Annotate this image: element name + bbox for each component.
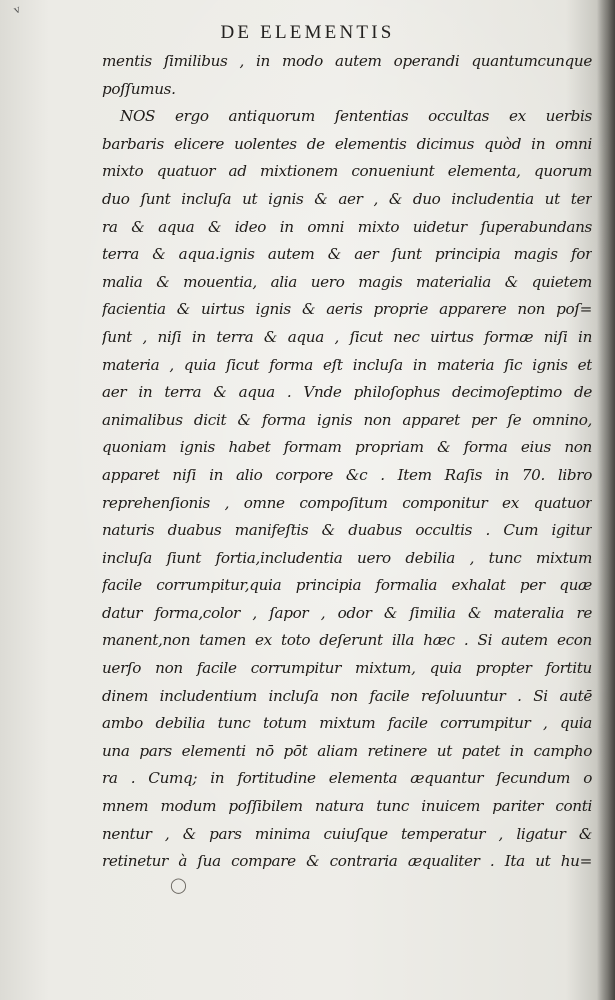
- text-line: NOS ergo antiquorum ſententias occultas ex uerbis: [120, 107, 592, 126]
- text-line: naturis duabus manifeſtis & duabus occultis . Cum igitur: [102, 521, 592, 540]
- text-line: malia & mouentia, alia uero magis materialia & quietem: [102, 272, 592, 291]
- page-spine-shadow: [597, 0, 615, 1000]
- text-line: barbaris elicere uolentes de elementis dicimus quòd in omni: [102, 134, 592, 153]
- text-line: materia , quia ſicut forma eſt incluſa in materia ſic ignis et: [102, 355, 592, 374]
- text-line: retinetur à ſua compare & contraria æqualiter . Ita ut hu=: [102, 852, 592, 871]
- corner-mark: v: [11, 1, 23, 17]
- text-line: poſſumus.: [102, 79, 176, 98]
- text-block: [102, 48, 592, 876]
- text-line: mixto quatuor ad mixtionem conueniunt elementa, quorum: [102, 162, 592, 181]
- text-line: mentis ſimilibus , in modo autem operandi quantumcunque: [102, 52, 592, 70]
- text-line: manent,non tamen ex toto deſerunt illa hæc . Si autem econ: [102, 631, 592, 650]
- text-line: ra & aqua & ideo in omni mixto uidetur ſuperabundans: [102, 217, 592, 236]
- text-line: reprehenſionis , omne compoſitum componitur ex quatuor: [102, 493, 592, 512]
- text-line: una pars elementi nō pōt aliam retinere ut patet in campho: [102, 741, 592, 760]
- text-line: ra . Cumq; in fortitudine elementa æquantur ſecundum o: [102, 769, 592, 788]
- running-head: DE ELEMENTIS: [220, 22, 395, 43]
- text-line: facientia & uirtus ignis & aeris proprie apparere non poſ=: [102, 300, 592, 319]
- text-line: apparet niſi in alio corpore &c . Item Raſis in 70. libro: [102, 465, 592, 484]
- text-line: duo ſunt incluſa ut ignis & aer , & duo includentia ut ter: [102, 189, 592, 208]
- catchword: ◯: [170, 878, 187, 894]
- text-line: incluſa ſiunt fortia,includentia uero debilia , tunc mixtum: [102, 548, 592, 567]
- text-line: facile corrumpitur,quia principia formalia exhalat per quæ: [102, 576, 592, 595]
- text-line: nentur , & pars minima cuiuſque temperatur , ligatur &: [102, 824, 592, 843]
- text-line: animalibus dicit & forma ignis non apparet per ſe omnino,: [102, 410, 592, 429]
- text-line: terra & aqua.ignis autem & aer ſunt principia magis for: [102, 245, 592, 264]
- text-line: ſunt , niſi in terra & aqua , ſicut nec uirtus formæ niſi in: [102, 327, 592, 346]
- text-line: quoniam ignis habet formam propriam & forma eius non: [102, 438, 592, 457]
- text-line: aer in terra & aqua . Vnde philoſophus decimoſeptimo de: [102, 383, 592, 402]
- text-line: uerſo non facile corrumpitur mixtum, quia propter fortitu: [102, 659, 592, 678]
- text-line: ambo debilia tunc totum mixtum facile corrumpitur , quia: [102, 714, 592, 733]
- text-line: mnem modum poſſibilem natura tunc inuicem pariter conti: [102, 797, 592, 816]
- text-line: dinem includentium incluſa non facile reſoluuntur . Si autē: [102, 686, 592, 705]
- text-line: datur forma,color , ſapor , odor & ſimilia & materalia re: [102, 603, 592, 622]
